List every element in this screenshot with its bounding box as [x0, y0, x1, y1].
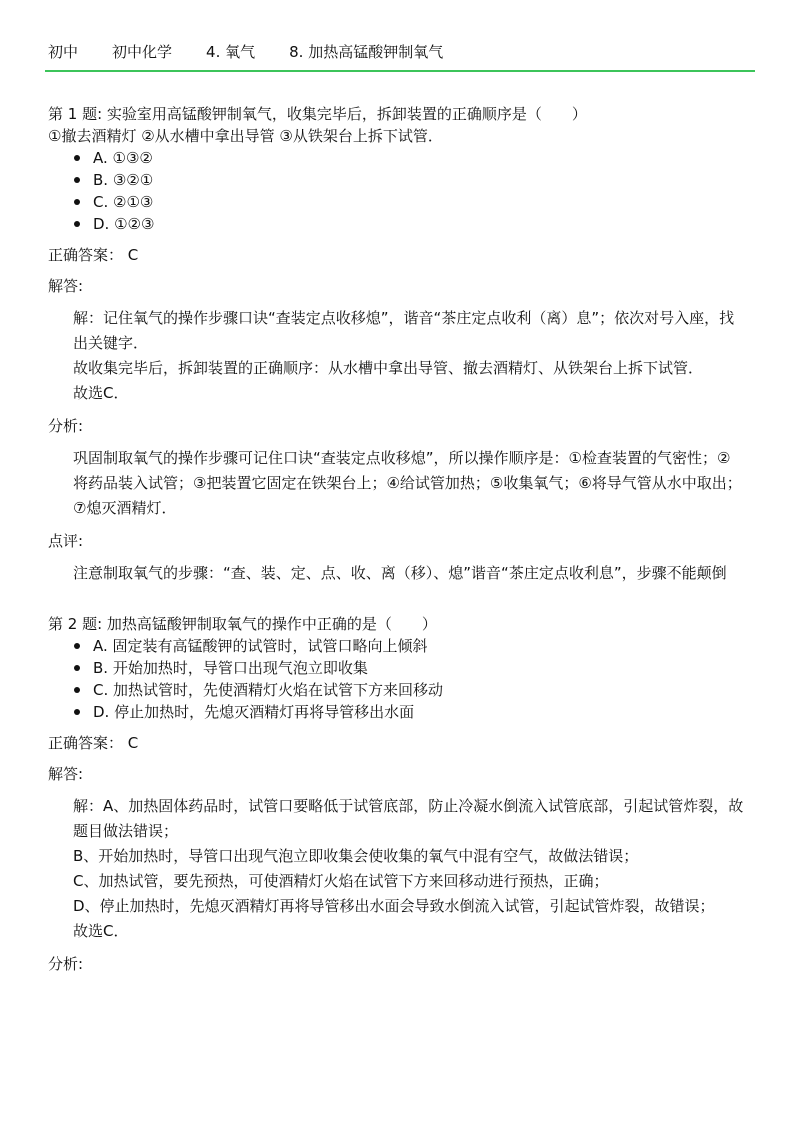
- breadcrumb-level-3[interactable]: 4. 氧气: [206, 42, 256, 61]
- comment-label: 点评:: [48, 532, 84, 550]
- option-d: D. ①②③: [74, 213, 758, 235]
- breadcrumb-level-1[interactable]: 初中: [48, 42, 79, 61]
- option-list: [48, 635, 758, 723]
- analysis-paragraph: 巩固制取氧气的操作步骤可记住口诀“查装定点收移熄”，所以操作顺序是：①检查装置的气密性；②将药品装入试管；③把装置它固定在铁架台上；④给试管加热；⑤收集氧气；⑥将导气管从水中取出；⑦熄灭酒精灯．: [73, 449, 742, 517]
- correct-answer: 正确答案： C: [48, 734, 139, 752]
- option-list: [48, 147, 758, 235]
- breadcrumb-level-4[interactable]: 8. 加热高锰酸钾制氧气: [289, 42, 444, 61]
- option-a: A. 固定装有高锰酸钾的试管时，试管口略向上倾斜: [74, 635, 758, 657]
- solution-body: [48, 794, 745, 944]
- solution-paragraph: 解：记住氧气的操作步骤口诀“查装定点收移熄”，谐音“茶庄定点收利（离）息”；依次对号入座，找出关键字．: [73, 309, 735, 352]
- solution-paragraph: 故选C．: [73, 384, 129, 402]
- solution-label: 解答:: [48, 765, 84, 783]
- solution-paragraph: C、加热试管，要先预热，可使酒精灯火焰在试管下方来回移动进行预热，正确；: [73, 872, 609, 890]
- option-b: B. 开始加热时，导管口出现气泡立即收集: [74, 657, 758, 679]
- header-divider: [45, 70, 755, 72]
- option-c: C. ②①③: [74, 191, 758, 213]
- solution-paragraph: D、停止加热时，先熄灭酒精灯再将导管移出水面会导致水倒流入试管，引起试管炸裂，故错误；: [73, 897, 715, 915]
- correct-answer: 正确答案： C: [48, 246, 139, 264]
- analysis-label: 分析:: [48, 417, 84, 435]
- analysis-label: 分析:: [48, 955, 84, 973]
- question-title: 第 2 题: 加热高锰酸钾制取氧气的操作中正确的是（ ）: [48, 615, 437, 633]
- question-2: [48, 613, 758, 975]
- option-b: B. ③②①: [74, 169, 758, 191]
- breadcrumb-level-2[interactable]: 初中化学: [112, 42, 173, 61]
- solution-label: 解答:: [48, 277, 84, 295]
- question-stem: ①撤去酒精灯 ②从水槽中拿出导管 ③从铁架台上拆下试管．: [48, 127, 443, 145]
- solution-body: [48, 306, 745, 406]
- question-title: 第 1 题: 实验室用高锰酸钾制氧气，收集完毕后，拆卸装置的正确顺序是（ ）: [48, 105, 587, 123]
- comment-paragraph: 注意制取氧气的步骤：“查、装、定、点、收、离（移）、熄”谐音“茶庄定点收利息”，步骤不能颠倒: [73, 564, 727, 582]
- solution-paragraph: B、开始加热时，导管口出现气泡立即收集会使收集的氧气中混有空气，故做法错误；: [73, 847, 639, 865]
- question-1: [48, 103, 758, 586]
- analysis-body: [48, 446, 745, 521]
- breadcrumb: [48, 40, 443, 62]
- solution-paragraph: 故收集完毕后，拆卸装置的正确顺序：从水槽中拿出导管、撤去酒精灯、从铁架台上拆下试管．: [73, 359, 704, 377]
- solution-paragraph: 故选C．: [73, 922, 129, 940]
- option-d: D. 停止加热时，先熄灭酒精灯再将导管移出水面: [74, 701, 758, 723]
- solution-paragraph: 解：A、加热固体药品时，试管口要略低于试管底部，防止冷凝水倒流入试管底部，引起试管炸裂，故题目做法错误；: [73, 797, 744, 840]
- option-a: A. ①③②: [74, 147, 758, 169]
- option-c: C. 加热试管时，先使酒精灯火焰在试管下方来回移动: [74, 679, 758, 701]
- comment-body: [48, 561, 745, 586]
- question-list: [48, 103, 758, 975]
